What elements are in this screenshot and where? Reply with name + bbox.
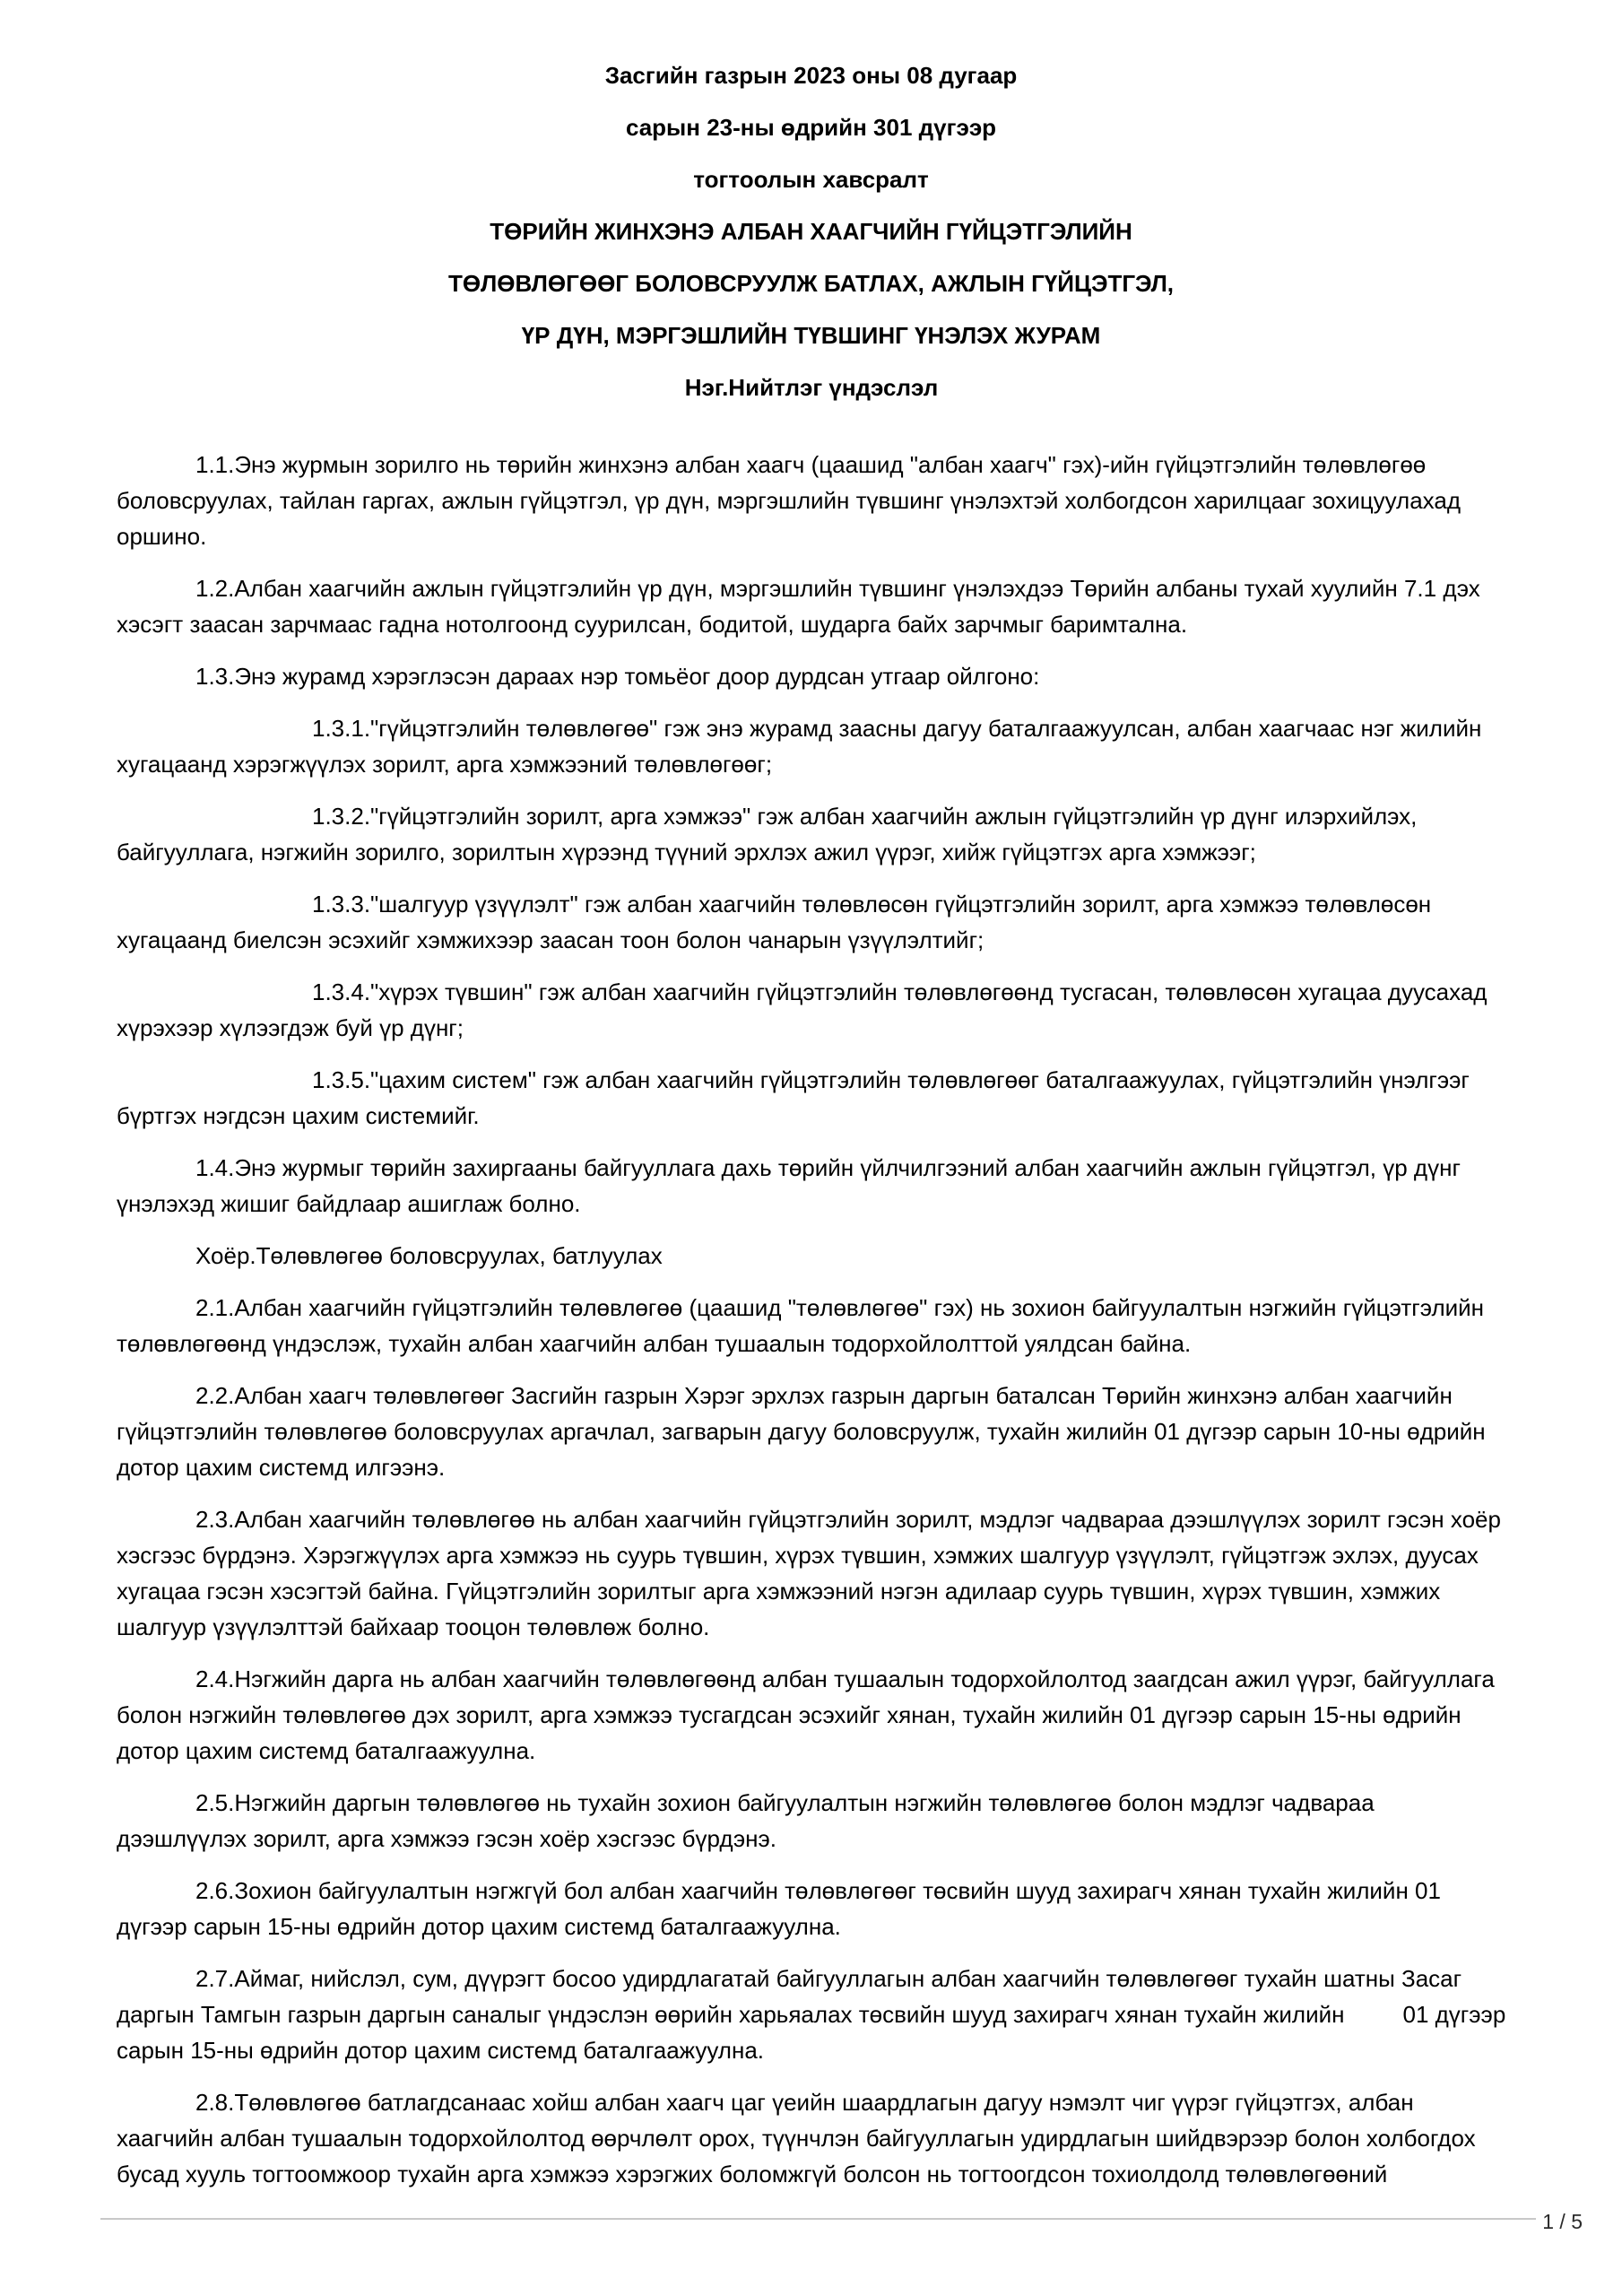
subparagraph: 1.3.5."цахим систем" гэж албан хаагчийн гүйцэтгэлийн төлөвлөгөөг баталгаажуулах, гүйцэтгэлийн үнэлгээг бүртгэх нэгдсэн цахим системийг. xyxy=(117,1066,1470,1129)
subparagraph: 1.3.1."гүйцэтгэлийн төлөвлөгөө" гэж энэ журамд заасны дагуу баталгаажуулсан, албан хаагчаас нэг жилийн хугацаанд хэрэгжүүлэх зорилт, арга хэмжээний төлөвлөгөөг; xyxy=(117,715,1482,778)
footer-divider xyxy=(100,2218,1536,2220)
page-footer xyxy=(100,2205,1583,2234)
section-heading: Хоёр.Төлөвлөгөө боловсруулах, батлуулах xyxy=(195,1242,663,1269)
subparagraph: 1.3.2."гүйцэтгэлийн зорилт, арга хэмжээ" гэж албан хаагчийн ажлын гүйцэтгэлийн үр дүнг илэрхийлэх, байгууллага, нэгжийн зорилго, зорилтын хүрээнд түүний эрхлэх ажил үүрэг, хийж гүйцэтгэх арга хэмжээг; xyxy=(117,803,1418,865)
document-body xyxy=(117,370,1506,2192)
document-header xyxy=(0,0,1622,353)
document-title-line: ТӨЛӨВЛӨГӨӨГ БОЛОВСРУУЛЖ БАТЛАХ, АЖЛЫН ГҮЙЦЭТГЭЛ, xyxy=(447,270,1175,297)
paragraph: 2.8.Төлөвлөгөө батлагдсанаас хойш албан хаагч цаг үеийн шаардлагын дагуу нэмэлт чиг үүрэг гүйцэтгэх, албан хаагчийн албан тушаалын тодорхойлолтод өөрчлөлт орох, түүнчлэн байгууллагын удирдлагын шийдвэрээр болон холбогдох бусад хууль тогтоомжоор тухайн арга хэмжээ хэрэгжих боломжгүй болсон нь тогтоогдсон тохиолдолд төлөвлөгөөний xyxy=(117,2089,1476,2187)
decree-reference-line: Засгийн газрын 2023 оны 08 дугаар xyxy=(604,62,1018,89)
paragraph: 1.2.Албан хаагчийн ажлын гүйцэтгэлийн үр дүн, мэргэшлийн түвшинг үнэлэхдээ Төрийн албаны тухай хуулийн 7.1 дэх хэсэгт заасан зарчмаас гадна нотолгоонд суурилсан, бодитой, шударга байх зарчмыг баримтална. xyxy=(117,575,1480,638)
paragraph: 2.1.Албан хаагчийн гүйцэтгэлийн төлөвлөгөө (цаашид "төлөвлөгөө" гэх) нь зохион байгуулалтын нэгжийн гүйцэтгэлийн төлөвлөгөөнд үндэслэж, тухайн албан хаагчийн албан тушаалын тодорхойлолттой уялдсан байна. xyxy=(117,1294,1485,1357)
document-title-line: ТӨРИЙН ЖИНХЭНЭ АЛБАН ХААГЧИЙН ГҮЙЦЭТГЭЛИЙН xyxy=(490,218,1132,245)
paragraph: 2.3.Албан хаагчийн төлөвлөгөө нь албан хаагчийн гүйцэтгэлийн зорилт, мэдлэг чадвараа дээшлүүлэх зорилт гэсэн хоёр хэсгээс бүрдэнэ. Хэрэгжүүлэх арга хэмжээ нь суурь түвшин, хүрэх түвшин, хэмжих шалгуур үзүүлэлт, гүйцэтгэж эхлэх, дуусах хугацаа гэсэн хэсэгтэй байна. Гүйцэтгэлийн зорилтыг арга хэмжээний нэгэн адилаар суурь түвшин, хүрэх түвшин, хэмжих шалгуур үзүүлэлттэй байхаар тооцон төлөвлөж болно. xyxy=(117,1506,1501,1640)
paragraph: 1.4.Энэ журмыг төрийн захиргааны байгууллага дахь төрийн үйлчилгээний албан хаагчийн ажлын гүйцэтгэл, үр дүнг үнэлэхэд жишиг байдлаар ашиглаж болно. xyxy=(117,1154,1461,1217)
subparagraph: 1.3.3."шалгуур үзүүлэлт" гэж албан хаагчийн төлөвлөсөн гүйцэтгэлийн зорилт, арга хэмжээ төлөвлөсөн хугацаанд биелсэн эсэхийг хэмжихээр заасан тоон болон чанарын үзүүлэлтийг; xyxy=(117,891,1432,953)
paragraph: 1.1.Энэ журмын зорилго нь төрийн жинхэнэ албан хаагч (цаашид "албан хаагч" гэх)-ийн гүйцэтгэлийн төлөвлөгөө боловсруулах, тайлан гаргах, ажлын гүйцэтгэл, үр дүн, мэргэшлийн түвшинг үнэлэхтэй холбогдсон харилцааг зохицуулахад оршино. xyxy=(117,451,1462,550)
paragraph: 2.4.Нэгжийн дарга нь албан хаагчийн төлөвлөгөөнд албан тушаалын тодорхойлолтод заагдсан ажил үүрэг, байгууллага болон нэгжийн төлөвлөгөө дэх зорилт, арга хэмжээ тусгагдсан эсэхийг хянан, тухайн жилийн 01 дүгээр сарын 15-ны өдрийн дотор цахим системд баталгаажуулна. xyxy=(117,1665,1495,1764)
subparagraph: 1.3.4."хүрэх түвшин" гэж албан хаагчийн гүйцэтгэлийн төлөвлөгөөнд тусгасан, төлөвлөсөн хугацаа дуусахад хүрэхээр хүлээгдэж буй үр дүнг; xyxy=(117,978,1488,1041)
page-indicator: 1 / 5 xyxy=(1542,2210,1583,2233)
paragraph: 1.3.Энэ журамд хэрэглэсэн дараах нэр томьёог доор дурдсан утгаар ойлгоно: xyxy=(195,663,1040,690)
decree-reference-line: тогтоолын хавсралт xyxy=(693,166,929,193)
paragraph: 2.7.Аймаг, нийслэл, сум, дүүрэгт босоо удирдлагатай байгууллагын албан хаагчийн төлөвлөгөөг тухайн шатны Засаг даргын Тамгын газрын даргын саналыг үндэслэн өөрийн харьяалах төсвийн шууд захирагч хянан тухайн жилийн 01 дүгээр сарын 15-ны өдрийн дотор цахим системд баталгаажуулна. xyxy=(117,1965,1506,2064)
paragraph: 2.5.Нэгжийн даргын төлөвлөгөө нь тухайн зохион байгуулалтын нэгжийн төлөвлөгөө болон мэдлэг чадвараа дээшлүүлэх зорилт, арга хэмжээ гэсэн хоёр хэсгээс бүрдэнэ. xyxy=(117,1789,1375,1852)
paragraph: 2.6.Зохион байгуулалтын нэгжгүй бол албан хаагчийн төлөвлөгөөг төсвийн шууд захирагч хянан тухайн жилийн 01 дүгээр сарын 15-ны өдрийн дотор цахим системд баталгаажуулна. xyxy=(117,1877,1441,1940)
section-heading: Нэг.Нийтлэг үндэслэл xyxy=(684,374,939,401)
paragraph: 2.2.Албан хаагч төлөвлөгөөг Засгийн газрын Хэрэг эрхлэх газрын даргын баталсан Төрийн жинхэнэ албан хаагчийн гүйцэтгэлийн төлөвлөгөө боловсруулах аргачлал, загварын дагуу боловсруулж, тухайн жилийн 01 дүгээр сарын 10-ны өдрийн дотор цахим системд илгээнэ. xyxy=(117,1382,1486,1481)
decree-reference-line: сарын 23-ны өдрийн 301 дүгээр xyxy=(625,114,997,141)
document-title-line: ҮР ДҮН, МЭРГЭШЛИЙН ТҮВШИНГ ҮНЭЛЭХ ЖУРАМ xyxy=(521,322,1101,349)
